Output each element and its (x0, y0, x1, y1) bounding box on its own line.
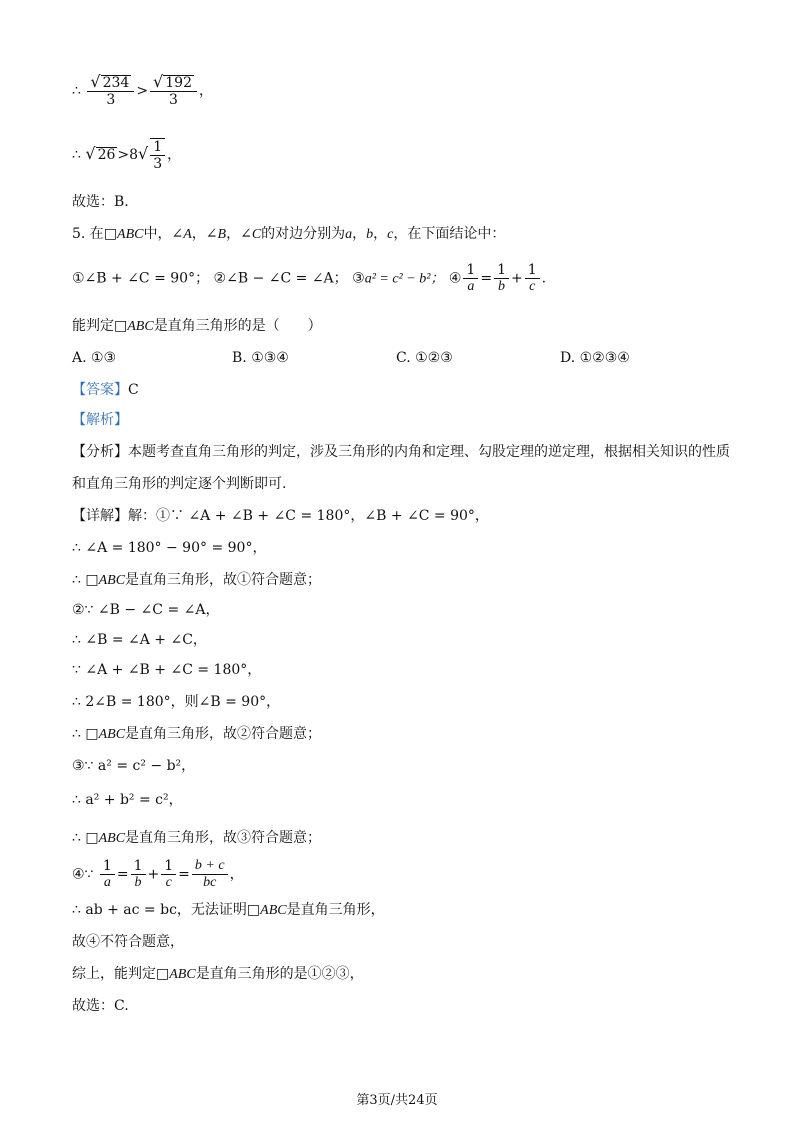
detail-line-4: ②∵ ∠B − ∠C = ∠A， (72, 602, 220, 618)
fraction-1-over-3: $\frac{1}{3}$ (150, 138, 165, 172)
page-footer: 第3页/共24页 (356, 1093, 438, 1108)
detail-line-5: ∴ ∠B = ∠A + ∠C， (72, 632, 207, 648)
inequality-line-1: ∴ $\frac{√ 234}{3}$ > $\frac{√ 192}{3}$ ， (72, 72, 213, 108)
inequality-line-2: ∴ √ 26 >8√ $\frac{1}{3}$ ， (72, 139, 182, 172)
question-stem: 5. 在□ABC中，∠A，∠B，∠C的对边分别为a，b，c，在下面结论中： (72, 226, 506, 242)
answer-value: C (128, 382, 139, 398)
detail-line-3: ∴ □ABC是直角三角形，故①符合题意； (72, 572, 322, 588)
answer-label: 【答案】 (72, 382, 128, 398)
fenxi-line-1: 【分析】本题考查直角三角形的判定，涉及三角形的内角和定理、勾股定理的逆定理，根据相关知识的性质 (72, 444, 730, 460)
detail-line-13: ∴ ab + ac = bc，无法证明□ABC是直角三角形， (72, 902, 385, 918)
detail-line-9: ③∵ a² = c² − b²， (72, 758, 196, 774)
fraction-sqrt234-over-3: $\frac{√ 234}{3}$ (87, 74, 134, 108)
detail-line-11: ∴ □ABC是直角三角形，故③符合题意； (72, 830, 322, 846)
fraction-1-over-a: $\frac{1}{a}$ (463, 262, 478, 295)
detail-line-6: ∵ ∠A + ∠B + ∠C = 180°， (72, 662, 262, 678)
detail-line-2: ∴ ∠A = 180° − 90° = 90°， (72, 540, 267, 556)
analysis-label: 【解析】 (72, 412, 128, 428)
detail-line-15: 综上，能判定□ABC是直角三角形的是①②③， (72, 966, 364, 982)
detail-line-1: 【详解】解：①∵ ∠A + ∠B + ∠C = 180°，∠B + ∠C = 90°， (72, 508, 489, 524)
detail-line-16: 故选：C. (72, 998, 129, 1014)
detail-line-10: ∴ a² + b² = c²， (72, 792, 183, 808)
option-d: D. ①②③④ (560, 350, 630, 366)
detail-line-7: ∴ 2∠B = 180°，则∠B = 90°， (72, 694, 281, 710)
detail-line-8: ∴ □ABC是直角三角形，故②符合题意； (72, 726, 322, 742)
fenxi-line-2: 和直角三角形的判定逐个判断即可. (72, 476, 287, 492)
judge-line: 能判定□ABC是直角三角形的是（ ） (72, 318, 322, 334)
fraction-sqrt192-over-3: $\frac{√ 192}{3}$ (150, 74, 197, 108)
fraction-bplusc-over-bc: $\frac{b + c}{bc}$ (192, 858, 228, 891)
detail-line-14: 故④不符合题意， (72, 934, 184, 950)
answer-line (72, 380, 139, 400)
detail-line-12: ④∵ $\frac{1}{a}$ = $\frac{1}{b}$ + $\frac{1}{c}$ = $\frac{b + c}{bc}$ ， (72, 858, 244, 890)
option-b: B. ①③④ (232, 350, 289, 366)
select-b: 故选：B. (72, 194, 129, 210)
fraction-1-over-b: $\frac{1}{b}$ (494, 262, 509, 295)
option-a: A. ①③ (72, 350, 117, 366)
conditions-line: ①∠B + ∠C = 90°； ②∠B − ∠C = ∠A； ③a² = c² − b²； ④ $\frac{1}{a}$ = $\frac{1}{b}$ + $\frac{1}{c}$ . (72, 262, 547, 294)
fraction-1-over-c: $\frac{1}{c}$ (525, 262, 540, 295)
option-c: C. ①②③ (396, 350, 453, 366)
